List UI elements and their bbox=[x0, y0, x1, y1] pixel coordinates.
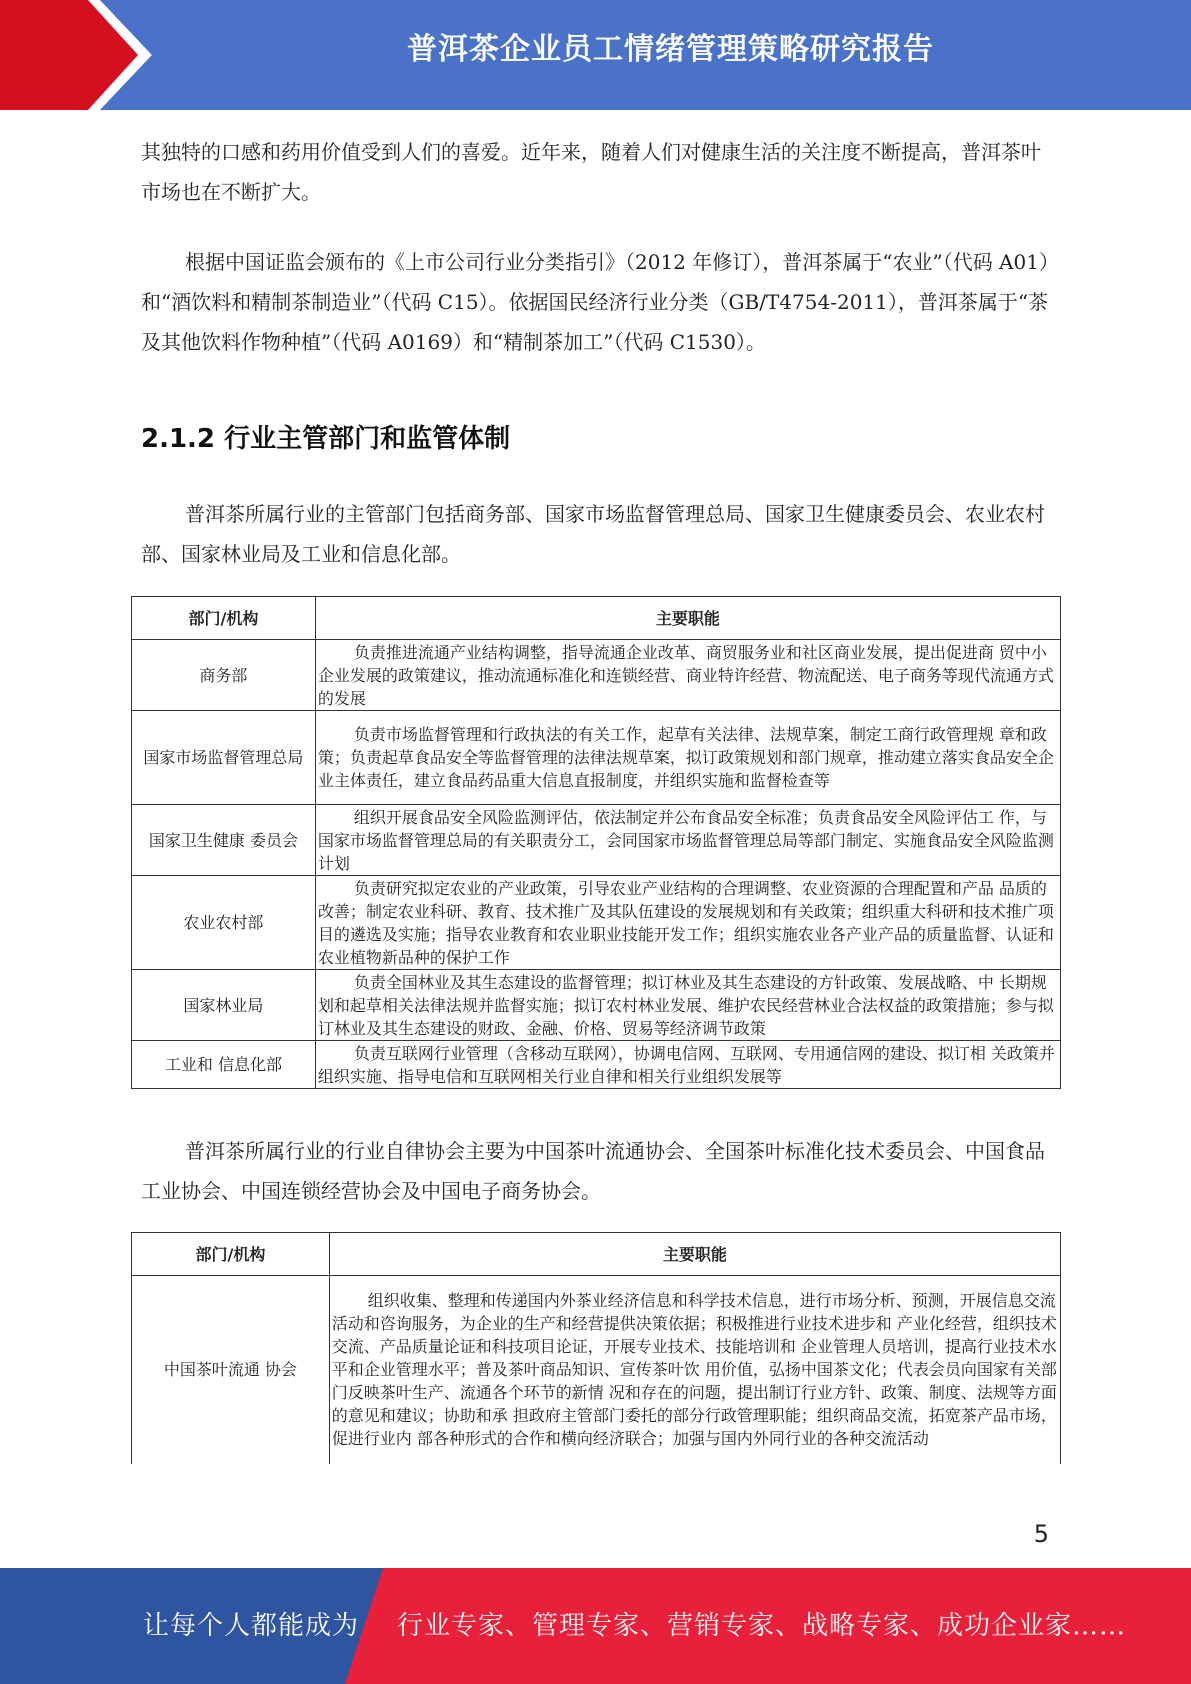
duty-cell: 负责全国林业及其生态建设的监督管理；拟订林业及其生态建设的方针政策、发展战略、中 长期规划和起草相关法律法规并监督实施；拟订农村林业发展、维护农民经营林业合法权益的政策措施；参与拟订林业及其生态建设的财政、金融、价格、贸易等经济调节政策 bbox=[315, 970, 1060, 1041]
table-row bbox=[132, 876, 1061, 970]
table-header-row bbox=[132, 597, 1061, 640]
org-cell: 国家林业局 bbox=[132, 970, 316, 1041]
org-cell: 农业农村部 bbox=[132, 876, 316, 970]
table-row bbox=[132, 711, 1061, 805]
regulators-table bbox=[131, 596, 1061, 1089]
table-row bbox=[132, 1276, 1061, 1464]
footer-slogan-right: 行业专家、管理专家、营销专家、战略专家、成功企业家…… bbox=[397, 1611, 1127, 1641]
table-row bbox=[132, 640, 1061, 711]
org-cell: 国家卫生健康 委员会 bbox=[132, 805, 316, 876]
header-red-arrow-icon bbox=[0, 0, 160, 110]
column-header-org: 部门/机构 bbox=[132, 1233, 330, 1276]
duty-cell: 负责市场监督管理和行政执法的有关工作，起草有关法律、法规草案，制定工商行政管理规 章和政策；负责起草食品安全等监督管理的法律法规草案，拟订政策规划和部门规章，推动建立落实食品安全企业主体责任，建立食品药品重大信息直报制度，并组织实施和监督检查等 bbox=[315, 711, 1060, 805]
paragraph-industry-classification: 根据中国证监会颁布的《上市公司行业分类指引》（2012 年修订），普洱茶属于“农业”（代码 A01）和“酒饮料和精制茶制造业”（代码 C15）。依据国民经济行业分类（GB/T4754-2011），普洱茶属于“茶及其他饮料作物种植”（代码 A0169）和“精制茶加工”（代码 C1530）。 bbox=[141, 250, 1049, 354]
org-cell: 国家市场监督管理总局 bbox=[132, 711, 316, 805]
org-cell: 中国茶叶流通 协会 bbox=[132, 1276, 330, 1464]
table-row bbox=[132, 805, 1061, 876]
table-row bbox=[132, 1041, 1061, 1089]
paragraph-associations: 普洱茶所属行业的行业自律协会主要为中国茶叶流通协会、全国茶叶标准化技术委员会、中国食品工业协会、中国连锁经营协会及中国电子商务协会。 bbox=[141, 1139, 1045, 1203]
page-header bbox=[0, 0, 1191, 110]
paragraph-regulators: 普洱茶所属行业的主管部门包括商务部、国家市场监督管理总局、国家卫生健康委员会、农业农村部、国家林业局及工业和信息化部。 bbox=[141, 502, 1045, 566]
duty-cell: 负责研究拟定农业的产业政策，引导农业产业结构的合理调整、农业资源的合理配置和产品 品质的改善；制定农业科研、教育、技术推广及其队伍建设的发展规划和有关政策；组织重大科研和技术推广项目的遴选及实施；指导农业教育和农业职业技能开发工作；组织实施农业各产业产品的质量监督、认证和农业植物新品种的保护工作 bbox=[315, 876, 1060, 970]
column-header-duty: 主要职能 bbox=[315, 597, 1060, 640]
duty-cell: 组织收集、整理和传递国内外茶业经济信息和科学技术信息，进行市场分析、预测，开展信息交流活动和咨询服务，为企业的生产和经营提供决策依据；积极推进行业技术进步和 产业化经营，组织技术交流、产品质量论证和科技项目论证，开展专业技术、技能培训和 企业管理人员培训，提高行业技术水平和企业管理水平；普及茶叶商品知识、宣传茶叶饮 用价值，弘扬中国茶文化；代表会员向国家有关部门反映茶叶生产、流通各个环节的新情 况和存在的问题，提出制订行业方针、政策、制度、法规等方面的意见和建议；协助和承 担政府主管部门委托的部分行政管理职能；组织商品交流，拓宽茶产品市场，促进行业内 部各种形式的合作和横向经济联合；加强与国内外同行业的各种交流活动 bbox=[329, 1276, 1060, 1464]
associations-table bbox=[131, 1232, 1061, 1464]
column-header-org: 部门/机构 bbox=[132, 597, 316, 640]
table-header-row bbox=[132, 1233, 1061, 1276]
duty-cell: 组织开展食品安全风险监测评估，依法制定并公布食品安全标准；负责食品安全风险评估工 作，与国家市场监督管理总局的有关职责分工，会同国家市场监督管理总局等部门制定、实施食品安全风险监测计划 bbox=[315, 805, 1060, 876]
duty-cell: 负责推进流通产业结构调整，指导流通企业改革、商贸服务业和社区商业发展，提出促进商 贸中小企业发展的政策建议，推动流通标准化和连锁经营、商业特许经营、物流配送、电子商务等现代流通方式的发展 bbox=[315, 640, 1060, 711]
page-number: 5 bbox=[1033, 1520, 1049, 1548]
org-cell: 工业和 信息化部 bbox=[132, 1041, 316, 1089]
table-row bbox=[132, 970, 1061, 1041]
page-footer bbox=[0, 1568, 1191, 1684]
report-title: 普洱茶企业员工情绪管理策略研究报告 bbox=[407, 32, 934, 67]
section-heading: 2.1.2 行业主管部门和监管体制 bbox=[141, 424, 511, 454]
column-header-duty: 主要职能 bbox=[329, 1233, 1060, 1276]
org-cell: 商务部 bbox=[132, 640, 316, 711]
duty-cell: 负责互联网行业管理（含移动互联网），协调电信网、互联网、专用通信网的建设、拟订相 关政策并组织实施、指导电信和互联网相关行业自律和相关行业组织发展等 bbox=[315, 1041, 1060, 1089]
footer-slogan-left: 让每个人都能成为 bbox=[143, 1611, 360, 1641]
paragraph-intro-continued: 其独特的口感和药用价值受到人们的喜爱。近年来，随着人们对健康生活的关注度不断提高，普洱茶叶市场也在不断扩大。 bbox=[141, 140, 1041, 204]
